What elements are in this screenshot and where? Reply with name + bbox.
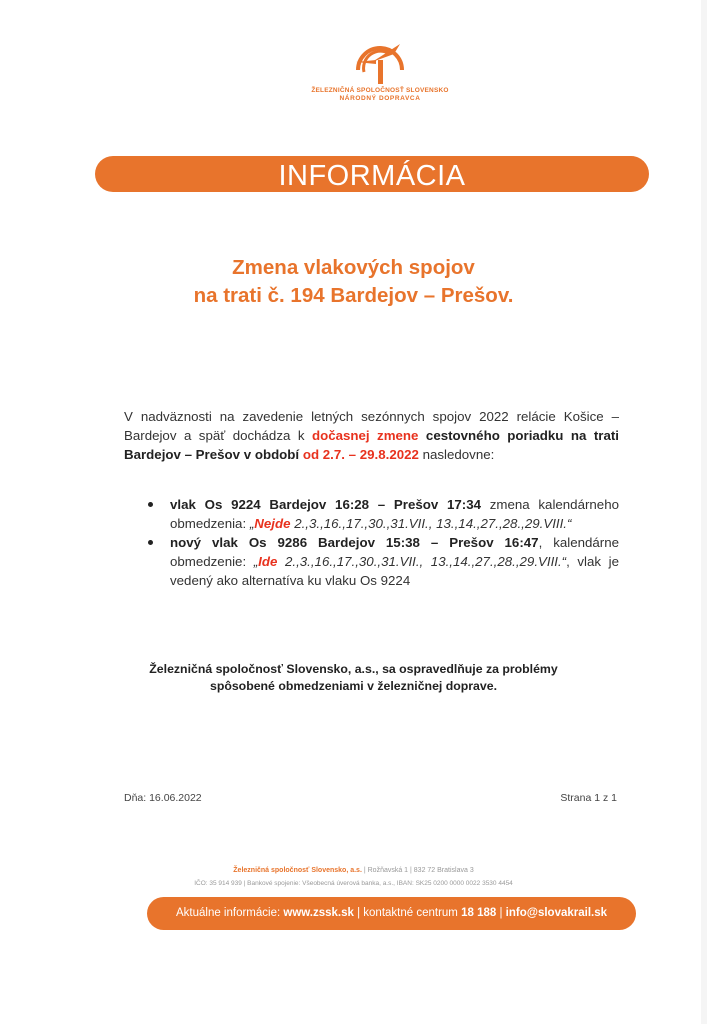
bullet-dot-icon <box>148 540 153 545</box>
intro-tail: nasledovne: <box>418 447 495 462</box>
company-logo <box>300 40 460 102</box>
train-info: nový vlak Os 9286 Bardejov 15:38 – Prešov 16:47 <box>170 535 539 550</box>
contact-phone: 18 188 <box>461 907 497 919</box>
apology-line-2: spôsobené obmedzeniami v železničnej doprave. <box>209 679 497 693</box>
footer-company: Železničná spoločnosť Slovensko, a.s. <box>233 867 362 874</box>
footer-registry: IČO: 35 914 939 | Bankové spojenie: Všeobecná úverová banka, a.s., IBAN: SK25 0200 0000 0022 3530 4454 <box>194 880 513 887</box>
change-desc: , kalendárne obmedzenie: <box>170 535 620 569</box>
quote-open: „ <box>253 554 259 569</box>
banner-title: INFORMÁCIA <box>278 160 466 192</box>
footer-address: | Rožňavská 1 | 832 72 Bratislava 3 <box>361 867 474 874</box>
quote-open: „ <box>249 516 255 531</box>
email-link[interactable]: info@slovakrail.sk <box>505 907 608 919</box>
intro-text: V nadväznosti na zavedenie letných sezónnych spojov 2022 relácie Košice – Bardejov a späť dochádza k <box>124 409 619 443</box>
apology-line-1: Železničná spoločnosť Slovensko, a.s., sa ospravedlňuje za problémy <box>149 662 558 676</box>
train-info: vlak Os 9224 Bardejov 16:28 – Prešov 17:34 <box>170 497 482 512</box>
intro-highlight-change: dočasnej zmene <box>311 428 419 443</box>
quote-close: “ <box>566 516 572 531</box>
list-item <box>148 495 619 533</box>
footer-sep-2: | <box>496 907 506 919</box>
document-date: Dňa: 16.06.2022 <box>124 792 202 804</box>
zssk-logo-icon <box>350 40 410 86</box>
intro-paragraph <box>124 407 619 464</box>
footer-contact-bar <box>147 897 636 930</box>
logo-company-name: ŽELEZNIČNÁ SPOLOČNOSŤ SLOVENSKO <box>311 87 449 94</box>
page-number: Strana 1 z 1 <box>560 792 617 804</box>
restriction-keyword: Nejde <box>254 516 291 531</box>
quote-close: “ <box>561 554 567 569</box>
footer-company-line <box>0 867 707 874</box>
heading-line-2: na trati č. 194 Bardejov – Prešov. <box>193 284 514 307</box>
change-desc: zmena kalendárneho obmedzenia: <box>170 497 619 531</box>
bullet-dot-icon <box>148 502 153 507</box>
restriction-dates: 2.,3.,16.,17.,30.,31.VII., 13.,14.,27.,28.,29.VIII. <box>277 554 562 569</box>
website-link[interactable]: www.zssk.sk <box>283 907 354 919</box>
scrollbar[interactable] <box>701 0 707 1024</box>
info-banner <box>95 156 649 192</box>
footer-sep-1: | kontaktné centrum <box>353 907 462 919</box>
intro-space <box>418 428 425 443</box>
change-tail: , vlak je vedený ako alternatíva ku vlaku Os 9224 <box>170 554 619 588</box>
restriction-dates: 2.,3.,16.,17.,30.,31.VII., 13.,14.,27.,28.,29.VIII. <box>290 516 567 531</box>
intro-bold-timetable: cestovného poriadku na trati Bardejov – Prešov v období <box>124 428 619 462</box>
logo-tagline: NÁRODNÝ DOPRAVCA <box>339 95 421 102</box>
list-item <box>148 533 619 590</box>
train-change-list <box>148 495 619 590</box>
intro-highlight-period: od 2.7. – 29.8.2022 <box>302 447 419 462</box>
heading-line-1: Zmena vlakových spojov <box>232 256 475 279</box>
footer-bar-label: Aktuálne informácie: <box>175 907 284 919</box>
apology-note <box>0 661 707 695</box>
restriction-keyword: Ide <box>258 554 278 569</box>
